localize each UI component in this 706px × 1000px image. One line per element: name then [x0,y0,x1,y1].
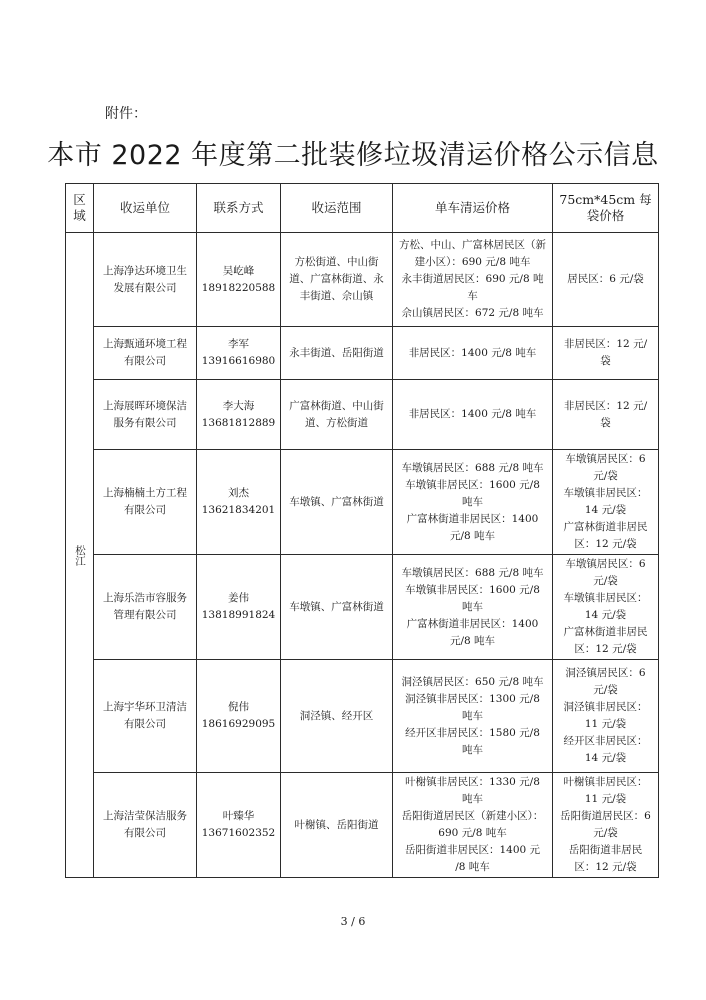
scope-cell: 车墩镇、广富林街道 [281,555,393,660]
bag-price-line: 袋 [600,416,611,429]
contact-phone: 13818991824 [201,609,276,621]
truck-price-line: 元/8 吨车 [449,529,496,542]
contact-cell [197,773,281,878]
price-table [65,183,659,878]
bag-price-line: 车墩镇居民区：6 [565,453,646,465]
bag-price-line: 叶榭镇非居民区： [563,776,648,788]
header-truck-price: 单车清运价格 [393,184,553,233]
truck-price-line: 车墩镇居民区：688 元/8 吨车 [401,461,544,474]
bag-price-line: 元/袋 [593,470,618,482]
truck-price-cell [393,327,553,380]
truck-price-line: 建小区）：690 元/8 吨车 [414,256,531,268]
company-cell: 上海净达环境卫生发展有限公司 [94,233,197,327]
truck-price-line: 吨车 [462,709,483,722]
truck-price-cell [393,555,553,660]
bag-price-cell [553,233,659,327]
bag-price-cell [553,555,659,660]
scope-cell: 方松街道、中山街道、广富林街道、永丰街道、佘山镇 [281,233,393,327]
truck-price-cell [393,450,553,555]
contact-cell [197,233,281,327]
truck-price-line: 吨车 [462,495,483,508]
bag-price-line: 元/袋 [593,684,618,696]
company-cell: 上海甄通环境工程有限公司 [94,327,197,380]
scope-cell: 车墩镇、广富林街道 [281,450,393,555]
contact-phone: 13681812889 [201,416,276,429]
truck-price-line: 广富林街道非居民区：1400 [406,617,539,630]
bag-price-cell [553,327,659,380]
contact-phone: 13621834201 [201,504,276,516]
truck-price-line: 车墩镇居民区：688 元/8 吨车 [401,566,544,579]
contact-cell [197,555,281,660]
truck-price-cell [393,773,553,878]
truck-price-line: /8 吨车 [455,861,490,873]
scope-cell: 广富林街道、中山街道、方松街道 [281,380,393,450]
company-cell: 上海展晖环境保洁服务有限公司 [94,380,197,450]
attachment-label: 附件： [105,106,147,122]
company-cell: 上海楠楠土方工程有限公司 [94,450,197,555]
contact-phone: 18918220588 [201,281,276,294]
table-row [66,660,659,773]
bag-price-line: 袋 [600,355,611,367]
bag-price-line: 11 元/袋 [584,718,627,730]
bag-price-line: 14 元/袋 [584,504,627,516]
truck-price-line: 吨车 [462,793,483,805]
bag-price-line: 11 元/袋 [584,793,627,805]
truck-price-line: 永丰街道居民区：690 元/8 吨 [401,273,544,285]
truck-price-line: 广富林街道非居民区：1400 [406,512,539,525]
header-row [66,184,659,233]
truck-price-line: 洞泾镇非居民区：1300 元/8 [405,692,540,705]
header-scope: 收运范围 [281,184,393,233]
table-row [66,555,659,660]
truck-price-line: 吨车 [462,743,483,756]
contact-name: 叶臻华 [222,810,255,822]
bag-price-line: 岳阳街道居民区：6 [560,810,651,822]
bag-price-line: 洞泾镇居民区：6 [565,667,646,679]
table-row [66,773,659,878]
table-row [66,327,659,380]
truck-price-line: 经开区非居民区：1580 元/8 [405,726,540,739]
bag-price-cell [553,380,659,450]
table-row [66,450,659,555]
table-row [66,233,659,327]
truck-price-line: 车墩镇非居民区：1600 元/8 [405,583,540,596]
bag-price-cell [553,450,659,555]
scope-cell: 叶榭镇、岳阳街道 [281,773,393,878]
contact-phone: 13916616980 [201,355,276,367]
bag-price-line: 广富林街道非居民 [563,521,648,533]
truck-price-line: 车 [467,290,478,302]
bag-price-line: 洞泾镇非居民区： [563,701,648,713]
contact-name: 刘杰 [228,487,249,499]
table-row [66,380,659,450]
contact-name: 吴屹峰 [222,264,255,277]
bag-price-line: 非居民区：12 元/ [563,399,648,412]
bag-price-line: 14 元/袋 [584,609,627,621]
bag-price-cell [553,773,659,878]
header-bag-price: 75cm*45cm 每袋价格 [553,184,659,233]
truck-price-line: 叶榭镇非居民区：1330 元/8 [405,776,540,788]
truck-price-line: 洞泾镇居民区：650 元/8 吨车 [401,675,544,688]
header-contact: 联系方式 [197,184,281,233]
scope-cell: 永丰街道、岳阳街道 [281,327,393,380]
bag-price-line: 区：12 元/袋 [574,538,637,550]
contact-phone: 13671602352 [201,827,276,839]
bag-price-line: 经开区非居民区： [563,735,648,747]
company-cell: 上海洁莹保洁服务有限公司 [94,773,197,878]
company-cell: 上海宇华环卫清洁有限公司 [94,660,197,773]
bag-price-line: 岳阳街道非居民 [568,844,643,856]
truck-price-cell [393,380,553,450]
bag-price-line: 车墩镇居民区：6 [565,558,646,570]
district-cell: 松江 [66,233,94,878]
contact-cell [197,380,281,450]
bag-price-line: 车墩镇非居民区： [563,592,648,604]
company-cell: 上海乐浩市容服务管理有限公司 [94,555,197,660]
truck-price-line: 690 元/8 吨车 [438,827,507,839]
bag-price-line: 元/袋 [593,827,618,839]
bag-price-cell [553,660,659,773]
header-company: 收运单位 [94,184,197,233]
contact-cell [197,327,281,380]
truck-price-line: 吨车 [462,600,483,613]
scope-cell: 洞泾镇、经开区 [281,660,393,773]
bag-price-line: 区：12 元/袋 [574,643,637,655]
truck-price-line: 非居民区：1400 元/8 吨车 [408,408,537,420]
truck-price-cell [393,233,553,327]
bag-price-line: 区：12 元/袋 [574,861,637,873]
bag-price-line: 元/袋 [593,575,618,587]
truck-price-cell [393,660,553,773]
truck-price-line: 岳阳街道居民区（新建小区）： [401,810,544,822]
truck-price-line: 非居民区：1400 元/8 吨车 [408,346,537,359]
truck-price-line: 车墩镇非居民区：1600 元/8 [405,478,540,491]
page-number: 3 / 6 [340,915,366,928]
header-district: 区域 [66,184,94,233]
bag-price-line: 居民区：6 元/袋 [567,273,644,285]
truck-price-line: 方松、中山、广富林居民区（新 [399,239,546,251]
contact-phone: 18616929095 [201,718,276,730]
contact-name: 李大海 [222,399,255,412]
truck-price-line: 岳阳街道非居民区：1400 元 [404,844,541,856]
bag-price-line: 非居民区：12 元/ [563,338,648,350]
contact-name: 李军 [228,338,249,350]
bag-price-line: 广富林街道非居民 [563,626,648,638]
truck-price-line: 佘山镇居民区：672 元/8 吨车 [401,307,544,319]
contact-name: 倪伟 [228,701,249,713]
bag-price-line: 14 元/袋 [584,752,627,764]
document-title: 本市 2022 年度第二批装修垃圾清运价格公示信息 [47,140,659,171]
contact-cell [197,450,281,555]
bag-price-line: 车墩镇非居民区： [563,487,648,499]
contact-name: 姜伟 [228,592,249,604]
contact-cell [197,660,281,773]
truck-price-line: 元/8 吨车 [449,634,496,647]
